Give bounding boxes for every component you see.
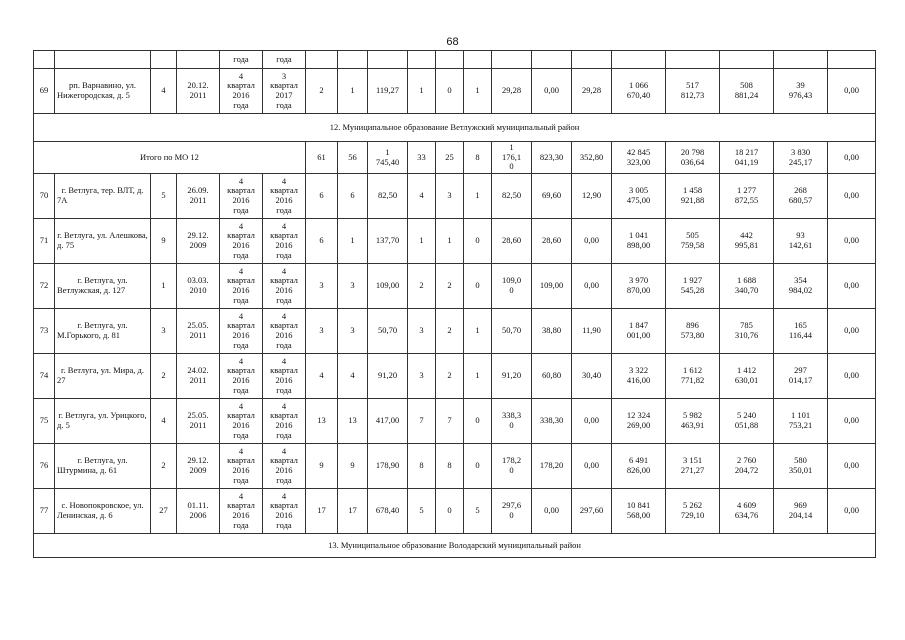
cell: 4 квартал 2016 года — [263, 264, 306, 309]
cell: 178,20 — [532, 444, 572, 489]
cell: 28,60 — [492, 219, 532, 264]
cell: 823,30 — [532, 142, 572, 174]
cell: 5 — [151, 174, 177, 219]
cell: 25 — [436, 142, 464, 174]
cell: 5 — [464, 489, 492, 534]
cell: 11,90 — [572, 309, 612, 354]
cell: 3 — [338, 264, 368, 309]
cell: 4 — [151, 399, 177, 444]
cell: 4 609 634,76 — [720, 489, 774, 534]
cell: 4 квартал 2016 года — [263, 174, 306, 219]
cell: 1 — [464, 69, 492, 114]
cell: 56 — [338, 142, 368, 174]
section-row — [34, 114, 876, 142]
cell: 0,00 — [828, 69, 876, 114]
cell: 1 — [338, 69, 368, 114]
cell: 1 — [338, 219, 368, 264]
cell: 3 — [151, 309, 177, 354]
section-title: 12. Муниципальное образование Ветлужский муниципальный район — [34, 114, 876, 142]
table-row — [34, 69, 876, 114]
cell: 38,80 — [532, 309, 572, 354]
cell: 3 квартал 2017 года — [263, 69, 306, 114]
cell: года — [220, 51, 263, 69]
cell: 4 квартал 2016 года — [220, 309, 263, 354]
address-cell: г. Ветлуга, ул. Мира, д. 27 — [55, 354, 151, 399]
cell: 8 — [464, 142, 492, 174]
cell: 1 066 670,40 — [612, 69, 666, 114]
cell: 12,90 — [572, 174, 612, 219]
cell: 178,2 0 — [492, 444, 532, 489]
cell: 61 — [306, 142, 338, 174]
cell: 580 350,01 — [774, 444, 828, 489]
cell: 505 759,58 — [666, 219, 720, 264]
cell: 3 — [306, 309, 338, 354]
cell: 2 — [408, 264, 436, 309]
cell: 1 176,1 0 — [492, 142, 532, 174]
cell: 1 412 630,01 — [720, 354, 774, 399]
cell: 69,60 — [532, 174, 572, 219]
cell: 678,40 — [368, 489, 408, 534]
cell: 5 240 051,88 — [720, 399, 774, 444]
cell: 2 — [151, 354, 177, 399]
cell: 1 847 001,00 — [612, 309, 666, 354]
cell: 6 — [338, 174, 368, 219]
date-cell: 20.12. 2011 — [177, 69, 220, 114]
cell: 3 — [436, 174, 464, 219]
cell: 2 760 204,72 — [720, 444, 774, 489]
cell: 1 745,40 — [368, 142, 408, 174]
cell: года — [263, 51, 306, 69]
address-cell: рп. Варнавино, ул. Нижегородская, д. 5 — [55, 69, 151, 114]
cell: 0,00 — [572, 264, 612, 309]
address-cell: с. Новопокровское, ул. Ленинская, д. 6 — [55, 489, 151, 534]
row-number: 72 — [34, 264, 55, 309]
cell: 60,80 — [532, 354, 572, 399]
cell: 2 — [436, 264, 464, 309]
cell: 338,3 0 — [492, 399, 532, 444]
cell: 7 — [436, 399, 464, 444]
table-row — [34, 489, 876, 534]
section-row — [34, 534, 876, 558]
cell: 33 — [408, 142, 436, 174]
cell: 39 976,43 — [774, 69, 828, 114]
total-row — [34, 142, 876, 174]
cell: 9 — [338, 444, 368, 489]
cell: 1 — [408, 219, 436, 264]
cell: 1 458 921,88 — [666, 174, 720, 219]
cell: 82,50 — [368, 174, 408, 219]
cell: 4 квартал 2016 года — [263, 309, 306, 354]
row-number: 73 — [34, 309, 55, 354]
cell: 352,80 — [572, 142, 612, 174]
cell: 4 квартал 2016 года — [220, 399, 263, 444]
cell: 30,40 — [572, 354, 612, 399]
table-row — [34, 174, 876, 219]
cell: 0,00 — [572, 399, 612, 444]
cell: 4 квартал 2016 года — [220, 69, 263, 114]
cell: 13 — [338, 399, 368, 444]
cell: 785 310,76 — [720, 309, 774, 354]
table-row — [34, 399, 876, 444]
cell: 2 — [151, 444, 177, 489]
cell: 3 970 870,00 — [612, 264, 666, 309]
cell: 109,00 — [532, 264, 572, 309]
cell: 354 984,02 — [774, 264, 828, 309]
cell: 1 — [151, 264, 177, 309]
cell: 1 041 898,00 — [612, 219, 666, 264]
row-number: 74 — [34, 354, 55, 399]
cell: 4 — [151, 69, 177, 114]
cell: 969 204,14 — [774, 489, 828, 534]
cell: 20 798 036,64 — [666, 142, 720, 174]
cell: 5 262 729,10 — [666, 489, 720, 534]
cell: 5 982 463,91 — [666, 399, 720, 444]
table-row-fragment — [34, 51, 876, 69]
cell: 1 — [436, 219, 464, 264]
cell: 17 — [338, 489, 368, 534]
cell: 137,70 — [368, 219, 408, 264]
cell: 297 014,17 — [774, 354, 828, 399]
address-cell: г. Ветлуга, ул. Алешкова, д. 75 — [55, 219, 151, 264]
cell: 27 — [151, 489, 177, 534]
cell: 178,90 — [368, 444, 408, 489]
cell: 0,00 — [572, 219, 612, 264]
cell: 297,60 — [572, 489, 612, 534]
cell: 4 — [306, 354, 338, 399]
cell: 03.03. 2010 — [177, 264, 220, 309]
cell: 82,50 — [492, 174, 532, 219]
cell: 3 — [338, 309, 368, 354]
data-table — [33, 50, 876, 558]
total-label: Итого по МО 12 — [34, 142, 306, 174]
cell: 1 612 771,82 — [666, 354, 720, 399]
cell: 4 — [338, 354, 368, 399]
cell: 93 142,61 — [774, 219, 828, 264]
cell: 3 830 245,17 — [774, 142, 828, 174]
cell: 17 — [306, 489, 338, 534]
address-cell: г. Ветлуга, ул. Урицкого, д. 5 — [55, 399, 151, 444]
cell: 7 — [408, 399, 436, 444]
cell: 28,60 — [532, 219, 572, 264]
cell: 9 — [151, 219, 177, 264]
cell: 29,28 — [572, 69, 612, 114]
cell: 3 322 416,00 — [612, 354, 666, 399]
cell: 13 — [306, 399, 338, 444]
cell: 8 — [436, 444, 464, 489]
cell: 2 — [306, 69, 338, 114]
cell: 26.09. 2011 — [177, 174, 220, 219]
cell: 50,70 — [492, 309, 532, 354]
cell: 0,00 — [828, 174, 876, 219]
cell: 4 квартал 2016 года — [263, 399, 306, 444]
row-number: 76 — [34, 444, 55, 489]
cell: 3 151 271,27 — [666, 444, 720, 489]
row-number: 75 — [34, 399, 55, 444]
cell: 417,00 — [368, 399, 408, 444]
cell: 0 — [464, 264, 492, 309]
cell: 4 квартал 2016 года — [220, 219, 263, 264]
cell: 4 квартал 2016 года — [263, 489, 306, 534]
cell: 165 116,44 — [774, 309, 828, 354]
table-row — [34, 309, 876, 354]
cell: 268 680,57 — [774, 174, 828, 219]
row-number: 70 — [34, 174, 55, 219]
page-number: 68 — [446, 36, 459, 48]
cell: 4 квартал 2016 года — [220, 264, 263, 309]
cell: 25.05. 2011 — [177, 399, 220, 444]
cell: 0,00 — [828, 354, 876, 399]
cell: 10 841 568,00 — [612, 489, 666, 534]
cell: 1 — [408, 69, 436, 114]
cell: 4 квартал 2016 года — [220, 489, 263, 534]
cell: 3 — [408, 309, 436, 354]
cell: 119,27 — [368, 69, 408, 114]
cell: 297,6 0 — [492, 489, 532, 534]
rows-body — [34, 174, 876, 534]
cell: 9 — [306, 444, 338, 489]
cell: 0,00 — [532, 69, 572, 114]
cell: 91,20 — [492, 354, 532, 399]
cell: 0 — [436, 69, 464, 114]
cell: 29.12. 2009 — [177, 444, 220, 489]
cell: 2 — [436, 309, 464, 354]
cell: 6 491 826,00 — [612, 444, 666, 489]
cell: 5 — [408, 489, 436, 534]
cell: 6 — [306, 219, 338, 264]
cell: 8 — [408, 444, 436, 489]
section-title: 13. Муниципальное образование Володарский муниципальный район — [34, 534, 876, 558]
cell: 0 — [464, 219, 492, 264]
cell: 3 — [408, 354, 436, 399]
row-number: 71 — [34, 219, 55, 264]
table-row — [34, 444, 876, 489]
cell: 1 277 872,55 — [720, 174, 774, 219]
cell: 91,20 — [368, 354, 408, 399]
cell: 0,00 — [828, 444, 876, 489]
cell: 0 — [464, 399, 492, 444]
cell: 1 101 753,21 — [774, 399, 828, 444]
cell: 1 688 340,70 — [720, 264, 774, 309]
table-row — [34, 219, 876, 264]
cell: 6 — [306, 174, 338, 219]
cell: 338,30 — [532, 399, 572, 444]
cell: 4 квартал 2016 года — [263, 444, 306, 489]
cell: 0 — [436, 489, 464, 534]
cell: 1 — [464, 354, 492, 399]
cell: 29.12. 2009 — [177, 219, 220, 264]
cell: 4 квартал 2016 года — [263, 219, 306, 264]
cell: 0,00 — [828, 264, 876, 309]
cell: 29,28 — [492, 69, 532, 114]
address-cell: г. Ветлуга, ул. Ветлужская, д. 127 — [55, 264, 151, 309]
cell: 0,00 — [828, 489, 876, 534]
cell: 109,0 0 — [492, 264, 532, 309]
cell: 4 квартал 2016 года — [220, 354, 263, 399]
cell: 24.02. 2011 — [177, 354, 220, 399]
cell: 0,00 — [532, 489, 572, 534]
cell: 0,00 — [828, 142, 876, 174]
cell: 1 — [464, 174, 492, 219]
cell: 42 845 323,00 — [612, 142, 666, 174]
cell: 01.11. 2006 — [177, 489, 220, 534]
cell: 517 812,73 — [666, 69, 720, 114]
cell: 896 573,80 — [666, 309, 720, 354]
cell: 1 — [464, 309, 492, 354]
table-row — [34, 354, 876, 399]
cell: 50,70 — [368, 309, 408, 354]
cell: 1 927 545,28 — [666, 264, 720, 309]
cell: 0,00 — [828, 309, 876, 354]
cell: 0,00 — [828, 219, 876, 264]
cell: 508 881,24 — [720, 69, 774, 114]
cell: 4 квартал 2016 года — [263, 354, 306, 399]
cell: 3 — [306, 264, 338, 309]
cell: 4 — [408, 174, 436, 219]
address-cell: г. Ветлуга, ул. Штурмина, д. 61 — [55, 444, 151, 489]
address-cell: г. Ветлуга, тер. ВЛТ, д. 7А — [55, 174, 151, 219]
cell: 442 995,81 — [720, 219, 774, 264]
row-number: 69 — [34, 69, 55, 114]
cell: 3 005 475,00 — [612, 174, 666, 219]
cell: 25.05. 2011 — [177, 309, 220, 354]
cell: 0,00 — [828, 399, 876, 444]
cell: 0,00 — [572, 444, 612, 489]
cell: 109,00 — [368, 264, 408, 309]
cell: 4 квартал 2016 года — [220, 174, 263, 219]
cell: 0 — [464, 444, 492, 489]
cell: 12 324 269,00 — [612, 399, 666, 444]
cell: 4 квартал 2016 года — [220, 444, 263, 489]
cell: 18 217 041,19 — [720, 142, 774, 174]
cell: 2 — [436, 354, 464, 399]
address-cell: г. Ветлуга, ул. М.Горького, д. 81 — [55, 309, 151, 354]
table-row — [34, 264, 876, 309]
row-number: 77 — [34, 489, 55, 534]
